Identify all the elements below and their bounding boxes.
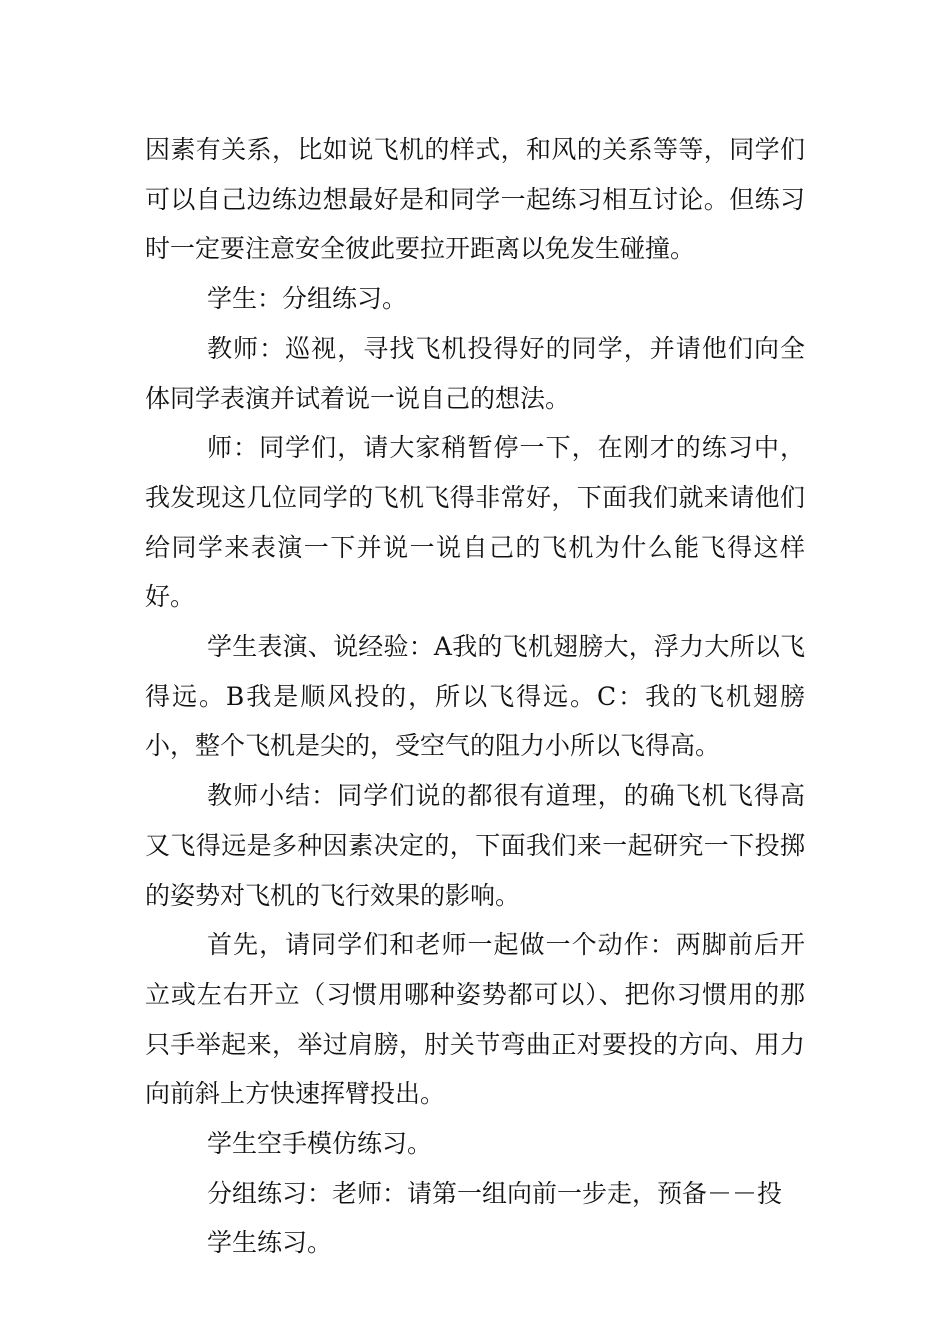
- paragraph-throwing-action: 首先，请同学们和老师一起做一个动作：两脚前后开立或左右开立（习惯用哪种姿势都可以）、把你习惯用的那只手举起来，举过肩膀，肘关节弯曲正对要投的方向、用力向前斜上方快速挥臂投出。: [145, 930, 805, 1109]
- document-body: [145, 125, 805, 1268]
- paragraph-group-practice-command: 分组练习：老师：请第一组向前一步走，预备－－投: [207, 1178, 783, 1208]
- paragraph-intro-continuation: 因素有关系，比如说飞机的样式，和风的关系等等，同学们可以自己边练边想最好是和同学一起练习相互讨论。但练习时一定要注意安全彼此要拉开距离以免发生碰撞。: [145, 135, 805, 264]
- paragraph-teacher-patrol: 教师：巡视，寻找飞机投得好的同学，并请他们向全体同学表演并试着说一说自己的想法。: [145, 333, 805, 413]
- paragraph-empty-hand-practice: 学生空手模仿练习。: [207, 1129, 433, 1159]
- paragraph-student-practice: 学生练习。: [207, 1228, 333, 1258]
- paragraph-teacher-summary: 教师小结：同学们说的都很有道理，的确飞机飞得高又飞得远是多种因素决定的，下面我们来一起研究一下投掷的姿势对飞机的飞行效果的影响。: [145, 781, 805, 910]
- paragraph-teacher-pause: 师：同学们，请大家稍暂停一下，在刚才的练习中，我发现这几位同学的飞机飞得非常好，下面我们就来请他们给同学来表演一下并说一说自己的飞机为什么能飞得这样好。: [145, 433, 805, 612]
- paragraph-student-experience: 学生表演、说经验：A我的飞机翅膀大，浮力大所以飞得远。B我是顺风投的，所以飞得远。C：我的飞机翅膀小，整个飞机是尖的，受空气的阻力小所以飞得高。: [145, 632, 805, 761]
- paragraph-student-group-practice: 学生：分组练习。: [207, 284, 408, 314]
